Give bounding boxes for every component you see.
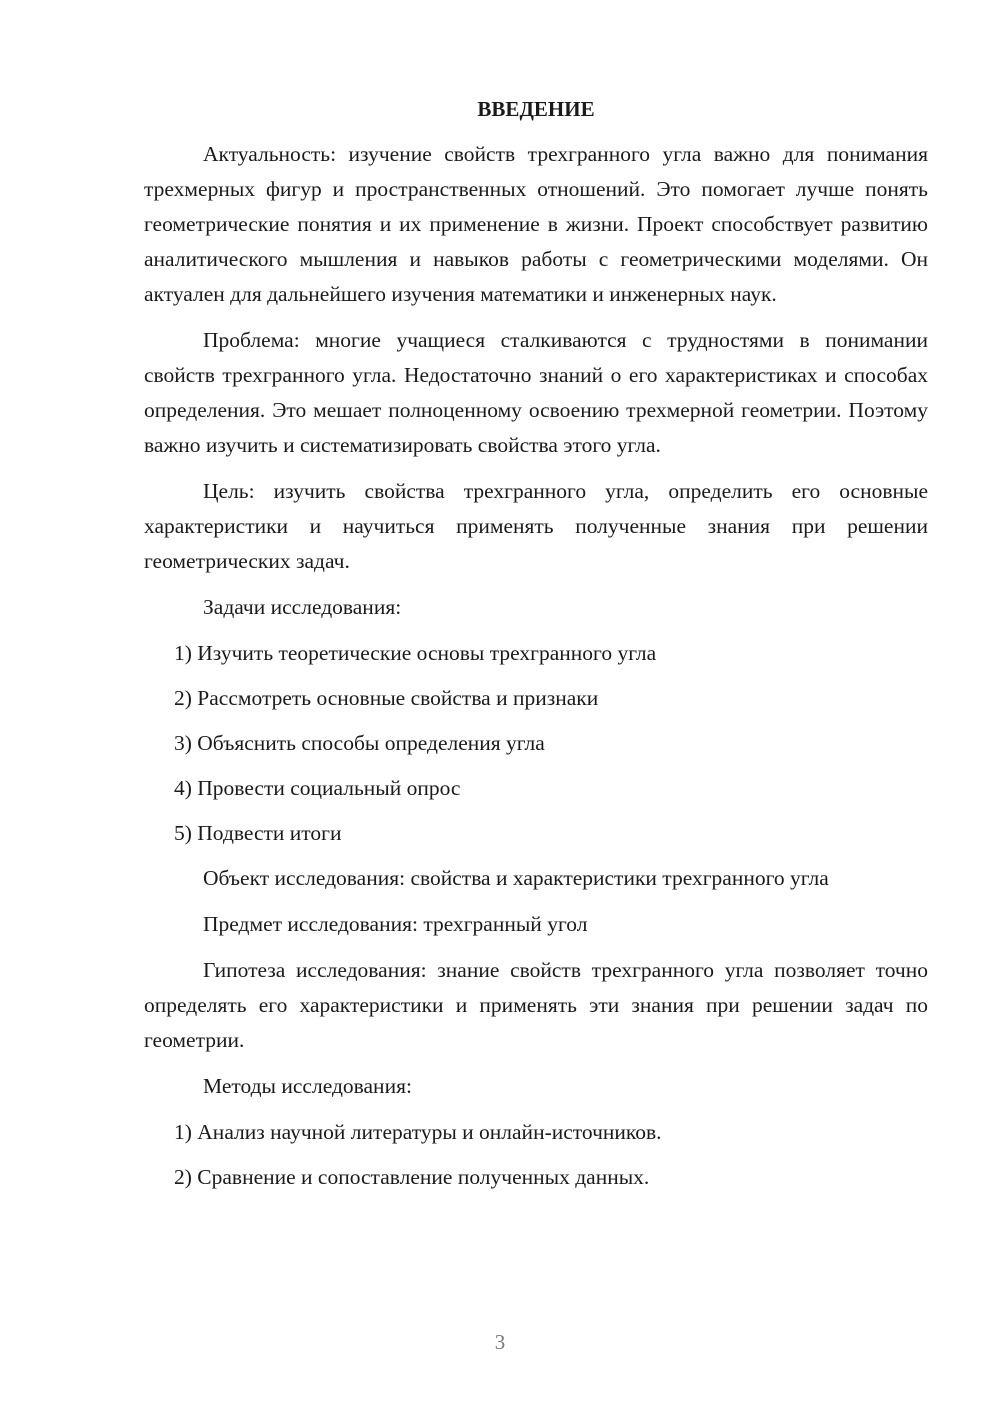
tasks-heading: Задачи исследования: bbox=[203, 595, 402, 619]
subject-paragraph: Предмет исследования: трехгранный угол bbox=[203, 912, 588, 936]
goal-paragraph: Цель: изучить свойства трехгранного угла, определить его основные характеристики и научиться применять полученные знания при решении геометрических задач. bbox=[144, 479, 928, 573]
list-item: 4) Провести социальный опрос bbox=[174, 776, 461, 800]
hypothesis-paragraph: Гипотеза исследования: знание свойств трехгранного угла позволяет точно определять его характеристики и применять эти знания при решении задач по геометрии. bbox=[144, 958, 928, 1052]
problem-paragraph: Проблема: многие учащиеся сталкиваются с трудностями в понимании свойств трехгранного угла. Недостаточно знаний о его характеристиках и способах определения. Это мешает полноценному освоению трехмерной геометрии. Поэтому важно изучить и систематизировать свойства этого угла. bbox=[144, 328, 928, 457]
page-number: 3 bbox=[494, 1330, 506, 1354]
list-item: 3) Объяснить способы определения угла bbox=[174, 731, 545, 755]
tasks-list bbox=[144, 636, 928, 851]
document-page bbox=[144, 92, 928, 1205]
list-item: 1) Анализ научной литературы и онлайн-источников. bbox=[174, 1120, 662, 1144]
object-paragraph: Объект исследования: свойства и характеристики трехгранного угла bbox=[203, 866, 829, 890]
list-item: 2) Сравнение и сопоставление полученных данных. bbox=[174, 1165, 650, 1189]
list-item: 1) Изучить теоретические основы трехгранного угла bbox=[174, 641, 657, 665]
relevance-paragraph: Актуальность: изучение свойств трехгранного угла важно для понимания трехмерных фигур и пространственных отношений. Это помогает лучше понять геометрические понятия и их применение в жизни. Проект способствует развитию аналитического мышления и навыков работы с геометрическими моделями. Он актуален для дальнейшего изучения математики и инженерных наук. bbox=[144, 142, 928, 306]
list-item: 2) Рассмотреть основные свойства и признаки bbox=[174, 686, 599, 710]
section-title: ВВЕДЕНИЕ bbox=[477, 97, 595, 121]
methods-list bbox=[144, 1115, 928, 1195]
list-item: 5) Подвести итоги bbox=[174, 821, 342, 845]
methods-heading: Методы исследования: bbox=[203, 1074, 412, 1098]
